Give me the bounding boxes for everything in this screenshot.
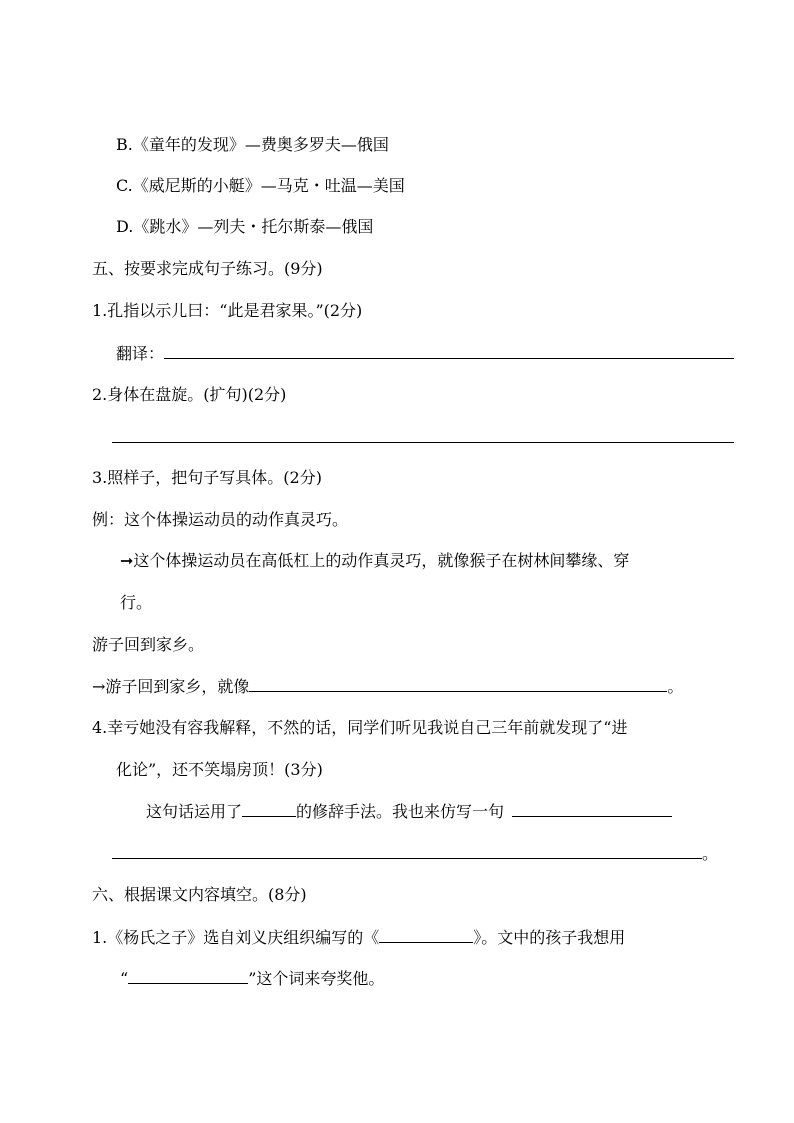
option-c: C.《威尼斯的小艇》—马克・吐温—美国 <box>116 176 405 195</box>
praise-word-blank[interactable] <box>128 967 248 984</box>
option-b: B.《童年的发现》—费奥多罗夫—俄国 <box>116 135 389 154</box>
section5-heading: 五、按要求完成句子练习。(9分) <box>92 259 323 278</box>
s6-q1-line-1 <box>92 926 625 949</box>
section6-heading: 六、根据课文内容填空。(8分) <box>92 885 307 904</box>
s6-q1-line-2 <box>120 967 384 990</box>
q4-line-2: 化论”，还不笑塌房顶！(3分) <box>116 760 323 779</box>
translation-blank[interactable] <box>164 342 734 359</box>
q4-rhetoric-line <box>146 800 672 823</box>
q4-rhetoric-prefix: 这句话运用了 <box>146 802 243 821</box>
q1-text: 1.孔指以示儿曰：“此是君家果。”(2分) <box>92 301 363 320</box>
quote-open: “ <box>120 969 129 988</box>
q3-example: 例：这个体操运动员的动作真灵巧。 <box>92 510 349 529</box>
q2-text: 2.身体在盘旋。(扩句)(2分) <box>92 385 287 404</box>
q1-translation <box>116 342 734 365</box>
s6-q1-suffix: 》。文中的孩子我想用 <box>473 928 626 947</box>
q3-answer-blank[interactable] <box>249 675 667 692</box>
q3-example-expanded-1: ➞这个体操运动员在高低杠上的动作真灵巧，就像猴子在树林间攀缘、穿 <box>120 551 630 570</box>
translation-label: 翻译： <box>116 344 165 363</box>
quote-close-text: ”这个词来夸奖他。 <box>248 969 385 988</box>
rhetoric-blank[interactable] <box>242 800 296 817</box>
q2-answer-blank[interactable] <box>112 442 734 443</box>
imitate-blank-1[interactable] <box>512 800 672 817</box>
option-d: D.《跳水》—列夫・托尔斯泰—俄国 <box>116 217 374 236</box>
q4-imitate-line-2 <box>112 842 718 865</box>
q3-example-expanded-2: 行。 <box>120 593 153 612</box>
q4-line-1: 4.幸亏她没有容我解释，不然的话，同学们听见我说自己三年前就发现了“进 <box>92 718 628 737</box>
q3-answer-suffix: 。 <box>667 677 684 696</box>
q3-text: 3.照样子，把句子写具体。(2分) <box>92 468 322 487</box>
q4-imitate-prompt: 的修辞手法。我也来仿写一句 <box>296 802 505 821</box>
q3-answer-prefix: →游子回到家乡，就像 <box>92 677 250 696</box>
s6-q1-prefix: 1.《杨氏之子》选自刘义庆组织编写的《 <box>92 928 380 947</box>
book-title-blank[interactable] <box>379 926 473 943</box>
q3-answer-line <box>92 675 683 698</box>
q4-end-period: 。 <box>702 844 719 863</box>
imitate-blank-2[interactable] <box>112 842 702 859</box>
q3-prompt: 游子回到家乡。 <box>92 635 205 654</box>
